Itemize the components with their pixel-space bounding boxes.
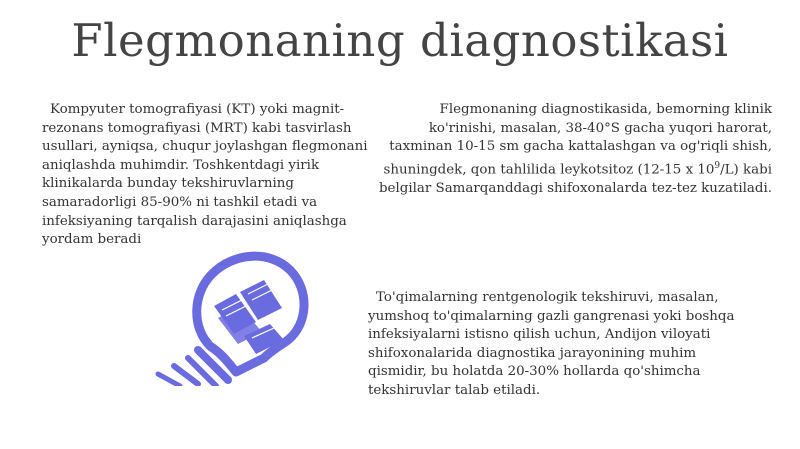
slide-title: Flegmonaning diagnostikasi [71,14,729,67]
lightbulb-book-icon [152,236,312,386]
exponent: 9 [714,160,721,171]
clinical-signs-text-end: /L) kabi belgilar Samarqanddagi shifoxonalarda tez-tez kuzatiladi. [378,162,772,196]
paragraph-clinical-signs [372,101,772,198]
clinical-signs-text: Flegmonaning diagnostikasida, bemorning klinik ko'rinishi, masalan, 38-40°S gacha yuqori harorat, taxminan 10-15 sm gacha kattalashgan va og'riqli shish, shuningdek, qon tahlilida leykotsitoz (12-15 x 10 [383,102,772,178]
paragraph-imaging: Kompyuter tomografiyasi (KT) yoki magnit-rezonans tomografiyasi (MRT) kabi tasvirlash usullari, ayniqsa, chuqur joylashgan flegmonani aniqlashda muhimdir. Toshkentdagi yirik klinikalarda bunday tekshiruvlarning samaradorligi 85-90% ni tashkil etadi va infeksiyaning tarqalish darajasini aniqlashga yordam beradi [42,102,368,248]
paragraph-xray: To'qimalarning rentgenologik tekshiruvi, masalan, yumshoq to'qimalarning gazli gangrenasi yoki boshqa infeksiyalarni istisno qilish uchun, Andijon viloyati shifoxonalarida diagnostika jarayonining muhim qismidir, bu holatda 20-30% hollarda qo'shimcha tekshiruvlar talab etiladi. [368,290,735,398]
